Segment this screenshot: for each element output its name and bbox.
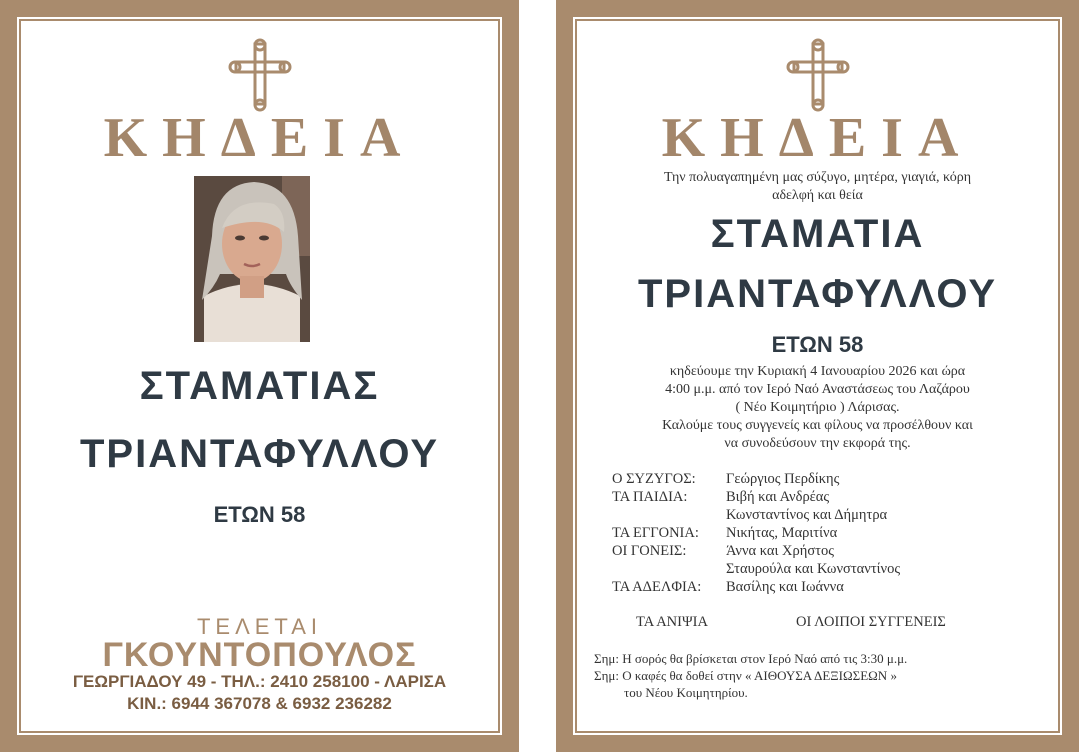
funeral-details-line1: κηδεύουμε την Κυριακή 4 Ιανουαρίου 2026 και ώρα [669, 364, 966, 379]
note-viewing: Σημ: Η σορός θα βρίσκεται στον Ιερό Ναό από τις 3:30 μ.μ. [594, 651, 908, 666]
intro-text-line1: Την πολυαγαπημένη μας σύζυγο, μητέρα, γιαγιά, κόρη [663, 170, 972, 185]
intro-text-line2: αδελφή και θεία [772, 188, 863, 203]
relative-names-parents: Άννα και Χρήστος [726, 543, 834, 559]
right-funeral-notice [556, 0, 1079, 752]
relative-label-grandchildren: ΤΑ ΕΓΓΟΝΙΑ: [612, 525, 699, 541]
deceased-photo [194, 176, 310, 342]
note-coffee: Σημ: Ο καφές θα δοθεί στην « ΑΙΘΟΥΣΑ ΔΕΞΙΩΣΕΩΝ » [594, 668, 897, 683]
left-notice-panel [24, 24, 495, 728]
left-funeral-notice [0, 0, 519, 752]
relative-names-siblings: Βασίλης και Ιωάννα [726, 579, 844, 595]
deceased-age: ΕΤΩΝ 58 [213, 502, 306, 527]
deceased-age: ΕΤΩΝ 58 [771, 332, 864, 357]
invitation-line1: Καλούμε τους συγγενείς και φίλους να προσέλθουν και [662, 418, 973, 433]
orthodox-cross-icon [786, 38, 850, 112]
deceased-first-name: ΣΤΑΜΑΤΙΑΣ [139, 364, 380, 408]
relative-names-grandchildren: Νικήτας, Μαριτίνα [726, 525, 838, 541]
relative-label-children: ΤΑ ΠΑΙΔΙΑ: [612, 489, 688, 505]
note-coffee-location: του Νέου Κοιμητηρίου. [624, 685, 748, 700]
deceased-first-name: ΣΤΑΜΑΤΙΑ [710, 212, 925, 256]
relative-names-parents: Σταυρούλα και Κωνσταντίνος [726, 561, 901, 577]
notice-title: ΚΗΔΕΙΑ [103, 107, 416, 169]
deceased-last-name: ΤΡΙΑΝΤΑΦΥΛΛΟΥ [637, 272, 997, 316]
other-relatives-label: ΟΙ ΛΟΙΠΟΙ ΣΥΓΓΕΝΕΙΣ [796, 614, 946, 630]
deceased-last-name: ΤΡΙΑΝΤΑΦΥΛΛΟΥ [79, 432, 439, 476]
funeral-home-mobile: ΚΙΝ.: 6944 367078 & 6932 236282 [127, 694, 392, 713]
funeral-details-line3: ( Νέο Κοιμητήριο ) Λάρισας. [735, 400, 900, 415]
relative-names-children: Κωνσταντίνος και Δήμητρα [726, 507, 888, 523]
nephews-label: ΤΑ ΑΝΙΨΙΑ [636, 614, 708, 630]
relative-label-parents: ΟΙ ΓΟΝΕΙΣ: [612, 543, 687, 559]
funeral-home-address: ΓΕΩΡΓΙΑΔΟΥ 49 - ΤΗΛ.: 2410 258100 - ΛΑΡΙΣΑ [72, 672, 447, 691]
relative-names-children: Βιβή και Ανδρέας [726, 489, 830, 505]
invitation-line2: να συνοδεύσουν την εκφορά της. [724, 436, 911, 451]
relative-names-spouse: Γεώργιος Περδίκης [726, 471, 840, 487]
notice-title: ΚΗΔΕΙΑ [661, 107, 974, 169]
funeral-home-name: ΓΚΟΥΝΤΟΠΟΥΛΟΣ [102, 636, 417, 674]
relative-label-siblings: ΤΑ ΑΔΕΛΦΙΑ: [612, 579, 702, 595]
funeral-details-line2: 4:00 μ.μ. από τον Ιερό Ναό Αναστάσεως του Λαζάρου [665, 382, 970, 397]
orthodox-cross-icon [228, 38, 292, 112]
funeral-home-prefix: ΤΕΛΕΤΑΙ [196, 614, 323, 639]
right-notice-panel [580, 24, 1055, 728]
relative-label-spouse: Ο ΣΥΖΥΓΟΣ: [612, 471, 696, 487]
